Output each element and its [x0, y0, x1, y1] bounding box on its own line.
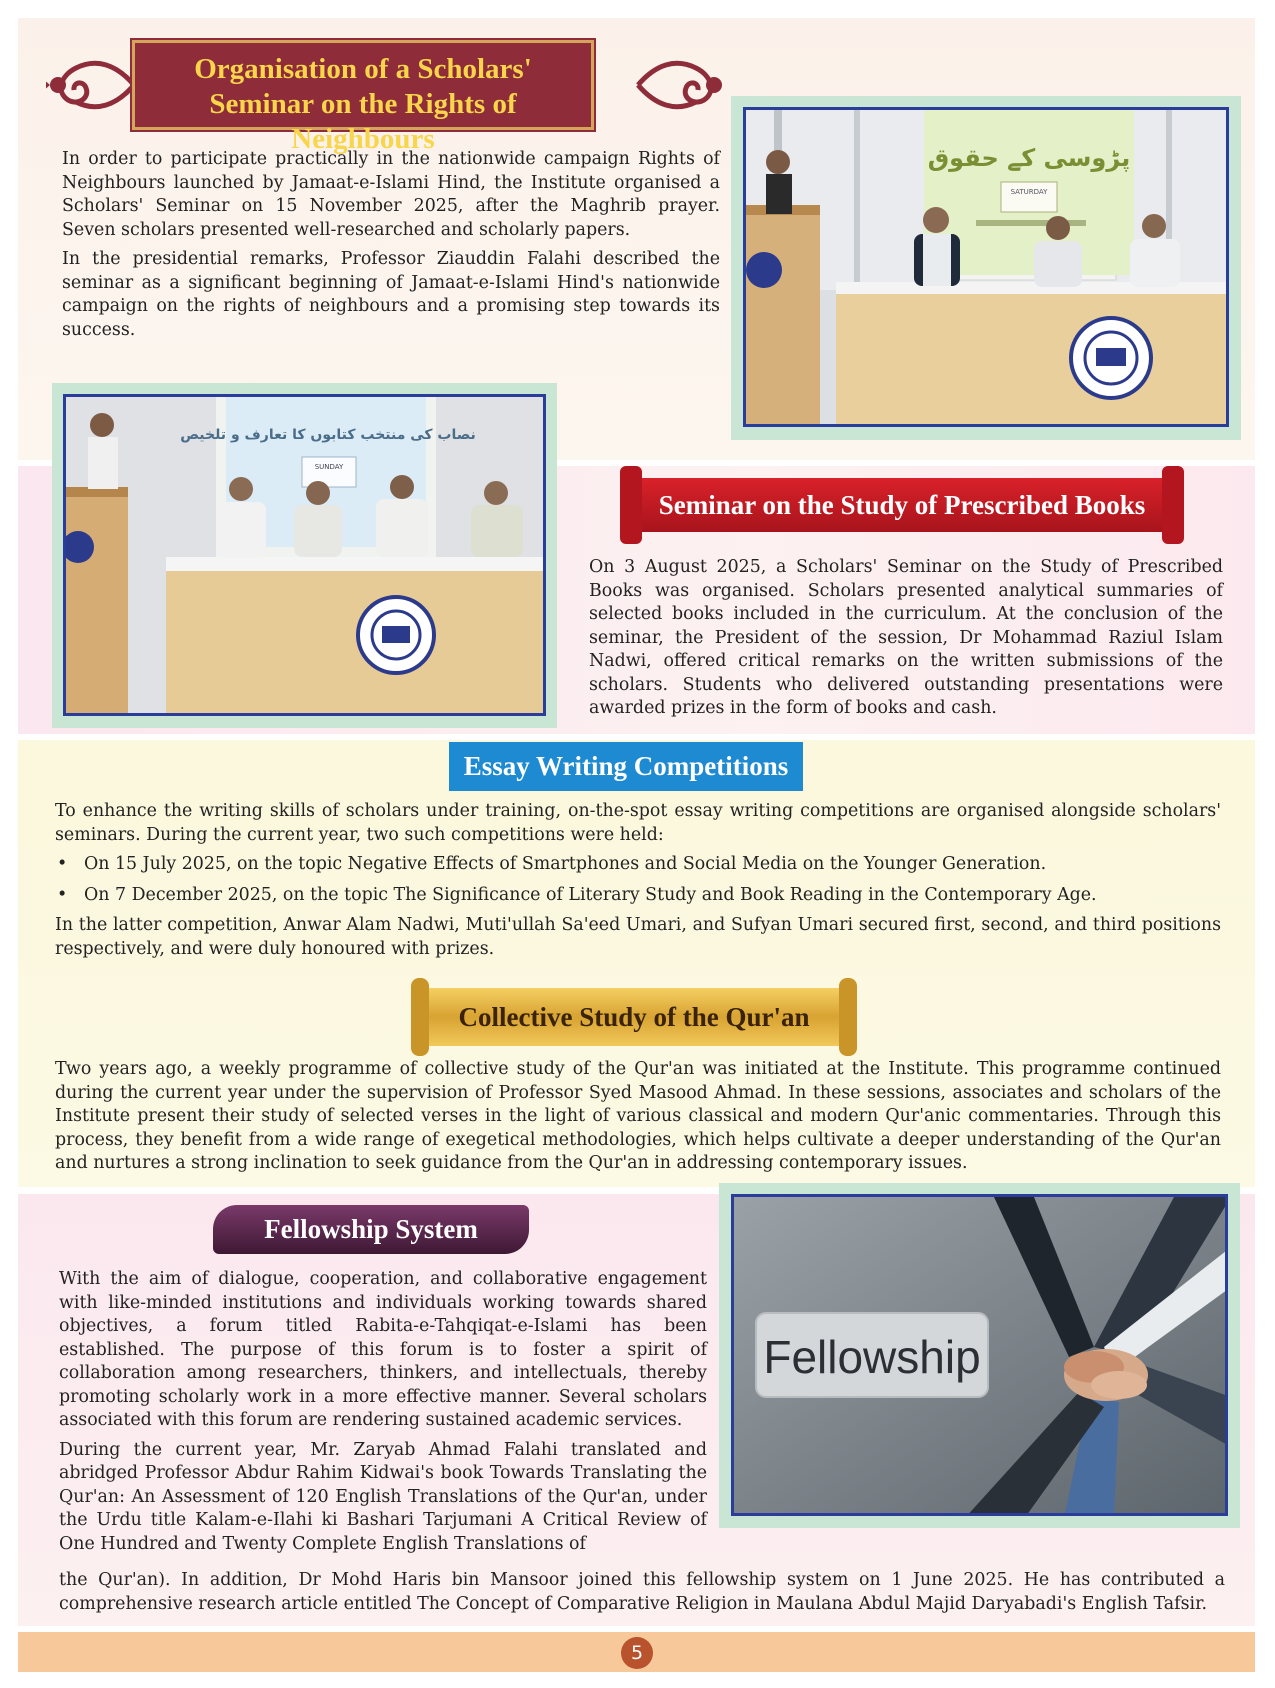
prescribed-books-title: Seminar on the Study of Prescribed Books	[632, 478, 1172, 532]
screen-day: SUNDAY	[314, 463, 344, 471]
essay-competitions-text	[55, 800, 1221, 967]
title-line-2: Seminar on the Rights of Neighbours	[209, 88, 517, 155]
paragraph: In the latter competition, Anwar Alam Nadwi, Muti'ullah Sa'eed Umari, and Sufyan Umari secured first, second, and third positions respectively, and were duly honoured with prizes.	[55, 915, 1221, 959]
left-ornament-icon	[46, 44, 138, 126]
paragraph: On 3 August 2025, a Scholars' Seminar on the Study of Prescribed Books was organised. Scholars presented analytical summaries of selected books included in the curriculum. At the conclusion of the seminar, the President of the session, Dr Mohammad Raziul Islam Nadwi, offered critical remarks on the written submissions of the scholars. Students who delivered outstanding presentations were awarded prizes in the form of books and cash.	[589, 557, 1223, 718]
essay-competitions-title: Essay Writing Competitions	[449, 742, 803, 791]
right-ornament-icon	[634, 44, 726, 126]
title-line-1: Organisation of a Scholars'	[194, 53, 532, 85]
screen-day: SATURDAY	[1010, 188, 1048, 196]
rights-of-neighbours-text	[62, 148, 720, 348]
paragraph: Two years ago, a weekly programme of collective study of the Qur'an was initiated at the Institute. This programme continued during the current year under the supervision of Professor Syed Masood Ahmad. In these sessions, associates and scholars of the Institute present their study of selected verses in the light of various classical and modern Qur'anic commentaries. Through this process, they benefit from a wide range of exegetical methodologies, which helps cultivate a deeper understanding of the Qur'an and nurtures a strong inclination to seek guidance from the Qur'an in addressing contemporary issues.	[55, 1059, 1221, 1173]
paragraph: During the current year, Mr. Zaryab Ahmad Falahi translated and abridged Professor Abdur Rahim Kidwai's book Towards Translating the Qur'an: An Assessment of 120 English Translations of the Qur'an, under the Urdu title Kalam-e-Ilahi ki Bashari Tarjumani A Critical Review of One Hundred and Twenty Complete English Translations of	[59, 1439, 707, 1554]
prescribed-books-seminar-photo	[63, 394, 546, 716]
fellowship-photo	[731, 1194, 1228, 1516]
paragraph: In order to participate practically in the nationwide campaign Rights of Neighbours launched by Jamaat-e-Islami Hind, the Institute organised a Scholars' Seminar on 15 November 2025, after the Maghrib prayer. Seven scholars presented well-researched and scholarly papers.	[62, 149, 720, 240]
fellowship-text-continued	[59, 1569, 1225, 1616]
paragraph: To enhance the writing skills of scholars under training, on-the-spot essay writing competitions are organised alongside scholars' seminars. During the current year, two such competitions were held:	[55, 801, 1221, 845]
neighbours-seminar-photo	[743, 107, 1229, 427]
paragraph: With the aim of dialogue, cooperation, and collaborative engagement with like-minded institutions and individuals working towards shared objectives, a forum titled Rabita-e-Tahqiqat-e-Islami has been established. The purpose of this forum is to foster a spirit of collaboration among researchers, thinkers, and intellectuals, thereby promoting scholarly work in a more effective manner. Several scholars associated with this forum are rendering sustained academic services.	[59, 1269, 707, 1430]
paragraph: the Qur'an). In addition, Dr Mohd Haris bin Mansoor joined this fellowship system on 1 June 2025. He has contributed a comprehensive research article entitled The Concept of Comparative Religion in Maulana Abdul Majid Daryabadi's English Tafsir.	[59, 1570, 1225, 1614]
list-item: • On 7 December 2025, on the topic The Significance of Literary Study and Book Reading in the Contemporary Age.	[55, 884, 1221, 908]
fellowship-text	[59, 1268, 707, 1556]
fellowship-title: Fellowship System	[213, 1205, 529, 1254]
collective-study-text	[55, 1058, 1221, 1182]
fellowship-label: Fellowship	[763, 1331, 981, 1383]
collective-study-title: Collective Study of the Qur'an	[419, 988, 849, 1046]
screen-title: پڑوسی کے حقوق	[927, 144, 1131, 172]
list-item: • On 15 July 2025, on the topic Negative Effects of Smartphones and Social Media on the Younger Generation.	[55, 853, 1221, 877]
competition-list	[55, 853, 1221, 907]
rights-of-neighbours-title	[132, 40, 594, 155]
screen-title: نصاب کی منتخب کتابوں کا تعارف و تلخیص	[180, 427, 476, 443]
paragraph: In the presidential remarks, Professor Ziauddin Falahi described the seminar as a significant beginning of Jamaat-e-Islami Hind's nationwide campaign on the rights of neighbours and a promising step towards its success.	[62, 249, 720, 340]
page-number: 5	[621, 1637, 653, 1669]
prescribed-books-text	[589, 556, 1223, 727]
